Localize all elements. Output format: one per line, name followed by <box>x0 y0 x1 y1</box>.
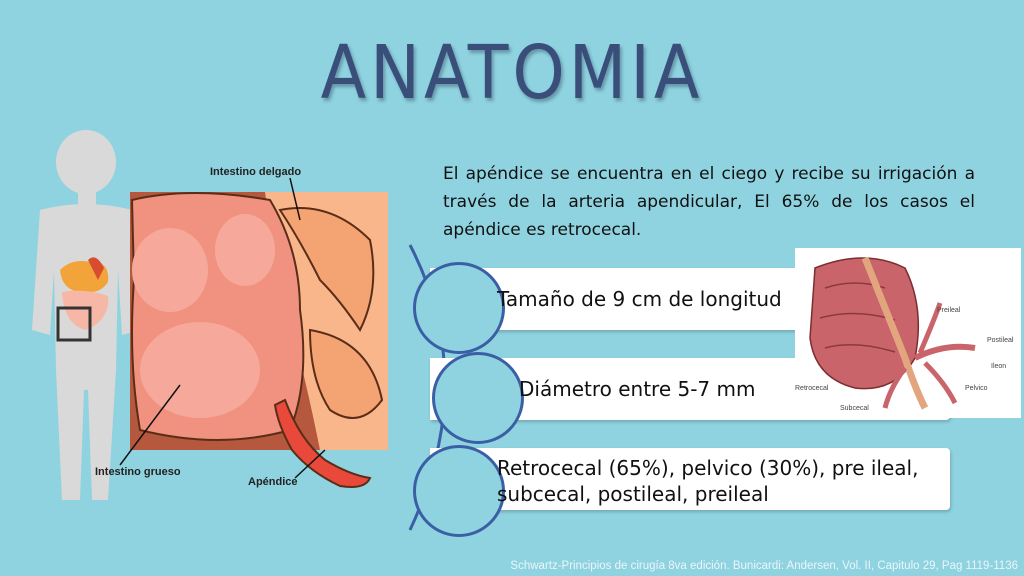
item-text: Retrocecal (65%), pelvico (30%), pre ileal, subcecal, postileal, preileal <box>497 456 919 506</box>
label-pelvico: Pelvico <box>965 385 988 392</box>
bullet-circle <box>413 262 505 354</box>
item-text: Tamaño de 9 cm de longitud <box>497 287 782 311</box>
label-large-intestine: Intestino grueso <box>95 466 181 478</box>
intestine-illustration <box>70 160 400 500</box>
bullet-circle <box>432 352 524 444</box>
label-subcecal: Subcecal <box>840 405 869 412</box>
label-appendix: Apéndice <box>248 476 298 488</box>
page-title: ANATOMIA <box>320 30 704 116</box>
intro-paragraph: El apéndice se encuentra en el ciego y recibe su irrigación a través de la arteria apendicular, El 65% de los casos el apéndice es retrocecal. <box>443 164 975 240</box>
item-text: Diámetro entre 5-7 mm <box>519 377 756 401</box>
label-postileal: Postileal <box>987 337 1014 344</box>
label-preileal: Preileal <box>937 307 961 314</box>
label-small-intestine: Intestino delgado <box>210 166 302 178</box>
reference-citation: Schwartz-Principios de cirugía 8va edición. Bunicardi: Andersen, Vol. II, Capitulo 29, Pag 1119-1136 <box>510 560 1018 572</box>
bullet-circle <box>413 445 505 537</box>
label-retrocecal: Retrocecal <box>795 385 829 392</box>
appendix-positions-illustration <box>795 248 1021 418</box>
label-ileon: Ileon <box>991 363 1007 370</box>
